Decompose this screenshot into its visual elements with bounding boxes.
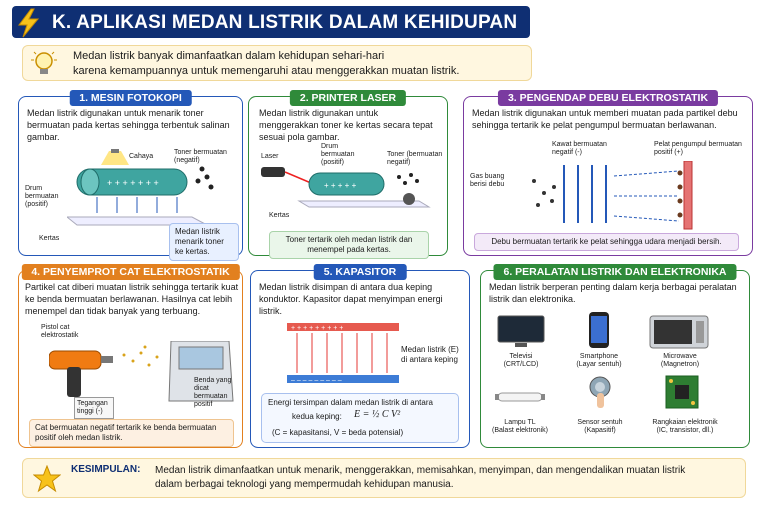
label-gas: Gas buang berisi debu (470, 173, 505, 188)
label-kawat: Kawat bermuatan negatif (-) (552, 141, 607, 156)
page-title: K. APLIKASI MEDAN LISTRIK DALAM KEHIDUPAN (52, 12, 518, 33)
device-name: Lampu TL (504, 419, 536, 426)
label-toner: Toner (bermuatan negatif) (387, 151, 443, 166)
device-label-2 (649, 353, 711, 369)
card-text: Medan listrik berperan penting dalam kerja berbagai peralatan listrik dan elektronika. (489, 282, 737, 304)
conclusion-text (155, 464, 740, 492)
smartphone-icon (588, 311, 610, 349)
svg-text:+ + + + +: + + + + + (324, 181, 357, 190)
star-icon (33, 465, 61, 493)
card-text: Medan listrik digunakan untuk menarik toner bermuatan pada kertas sehingga terbentuk salinan gambar. (27, 108, 230, 142)
television-icon (497, 315, 545, 349)
card-note: Medan listrik menarik toner ke kertas. (169, 223, 239, 261)
capacitor-diagram (287, 323, 402, 385)
device-sub: (Kapasitif) (584, 427, 616, 434)
card-note: Toner tertarik oleh medan listrik dan menempel pada kertas. (269, 231, 429, 259)
card-electrostatic-spray (18, 266, 243, 448)
label-laser: Laser (261, 153, 279, 160)
label-medan: Medan listrik (E) di antara keping (401, 345, 459, 364)
card-title: 4. PENYEMPROT CAT ELEKTROSTATIK (21, 264, 239, 280)
device-name: Smartphone (579, 353, 619, 360)
label-toner: Toner bermuatan (negatif) (174, 149, 227, 164)
device-sub: (Balast elektronik) (491, 427, 549, 434)
card-capacitor (250, 266, 470, 448)
label-cahaya: Cahaya (129, 153, 154, 160)
microwave-icon (649, 315, 709, 349)
card-text: Partikel cat diberi muatan listrik sehingga tertarik kuat ke benda bermuatan berlawanan. Hasilnya cat lebih menempel dan tidak banyak yang terbuang. (25, 282, 239, 316)
fluorescent-lamp-icon (495, 389, 545, 405)
device-sub: (Layar sentuh) (576, 361, 622, 368)
device-name: Televisi (509, 353, 533, 360)
card-title: 5. KAPASITOR (314, 264, 407, 280)
svg-text:+ + + + + + +: + + + + + + + (107, 178, 159, 188)
device-sub: (IC, transistor, dll.) (656, 427, 714, 434)
card-title: 2. PRINTER LASER (290, 90, 406, 106)
card-laser-printer (248, 92, 448, 256)
label-kertas: Kertas (39, 235, 60, 242)
lightbulb-icon (29, 50, 59, 78)
device-label-1 (569, 353, 629, 369)
device-label-3 (485, 419, 555, 435)
label-drum: Drum bermuatan (positif) (321, 143, 355, 166)
card-title: 6. PERALATAN LISTRIK DAN ELEKTRONIKA (493, 264, 736, 280)
lightning-icon (14, 8, 44, 38)
card-electronics (480, 266, 750, 448)
card-title: 1. MESIN FOTOKOPI (69, 90, 192, 106)
label-benda: Benda yang dicat bermuatan positif (194, 377, 232, 408)
intro-line-2: karena kemampuannya untuk memengaruhi atau menggerakkan muatan listrik. (73, 65, 460, 77)
device-name: Microwave (663, 353, 697, 360)
device-sub: (Magnetron) (660, 361, 700, 368)
intro-line-1: Medan listrik banyak dimanfaatkan dalam kehidupan sehari-hari (73, 50, 385, 62)
label-drum: Drum bermuatan (positif) (25, 185, 59, 208)
svg-text:– – – – – – – – –: – – – – – – – – – (291, 377, 342, 384)
label-kertas: Kertas (269, 212, 290, 219)
formula: E = ½ C V² (354, 409, 401, 420)
formula-desc: Energi tersimpan dalam medan listrik di antara (268, 398, 433, 407)
card-note: Cat bermuatan negatif tertarik ke benda bermuatan positif oleh medan listrik. (29, 419, 234, 447)
touch-sensor-icon (585, 375, 615, 409)
card-electrostatic-precipitator (463, 92, 753, 256)
conclusion-box (22, 458, 746, 498)
laser-printer-diagram (259, 159, 439, 219)
card-text: Medan listrik digunakan untuk memberi muatan pada partikel debu sehingga tertarik ke pelat pengumpul bermuatan berlawanan. (472, 108, 738, 130)
card-text: Medan listrik disimpan di antara dua keping konduktor. Kapasitor dapat menyimpan energi listrik. (259, 282, 443, 316)
conclusion-label: KESIMPULAN: (71, 464, 141, 475)
formula-legend: (C = kapasitansi, V = beda potensial) (272, 428, 404, 437)
device-sub: (CRT/LCD) (503, 361, 539, 368)
title-banner (12, 6, 530, 38)
device-name: Sensor sentuh (577, 419, 623, 426)
circuit-board-icon (665, 375, 699, 409)
device-label-4 (569, 419, 631, 435)
label-tegangan: Tegangan tinggi (-) (74, 397, 114, 419)
conclusion-line-2: dalam berbagai teknologi yang mempermudah kehidupan manusia. (155, 479, 454, 490)
card-photocopier (18, 92, 243, 256)
conclusion-line-1: Medan listrik dimanfaatkan untuk menarik, menggerakkan, memisahkan, menyimpan, dan mengendalikan muatan listrik (155, 465, 686, 476)
formula-box (261, 393, 459, 443)
formula-lhs: kedua keping: (292, 412, 342, 421)
card-note: Debu bermuatan tertarik ke pelat sehingga udara menjadi bersih. (474, 233, 739, 251)
card-text: Medan listrik digunakan untuk menggerakkan toner ke kertas secara tepat sesuai pola gambar. (259, 108, 433, 142)
intro-text (73, 49, 523, 79)
device-name: Rangkaian elektronik (652, 419, 718, 426)
card-title: 3. PENGENDAP DEBU ELEKTROSTATIK (498, 90, 718, 106)
device-label-5 (643, 419, 727, 435)
precipitator-diagram (494, 161, 734, 231)
label-pelat: Pelat pengumpul bermuatan positif (+) (654, 141, 742, 156)
intro-box (22, 45, 532, 81)
label-pistol: Pistol cat elektrostatik (41, 324, 79, 339)
device-label-0 (491, 353, 551, 369)
svg-text:+ + + + + + + + +: + + + + + + + + + (291, 325, 344, 332)
